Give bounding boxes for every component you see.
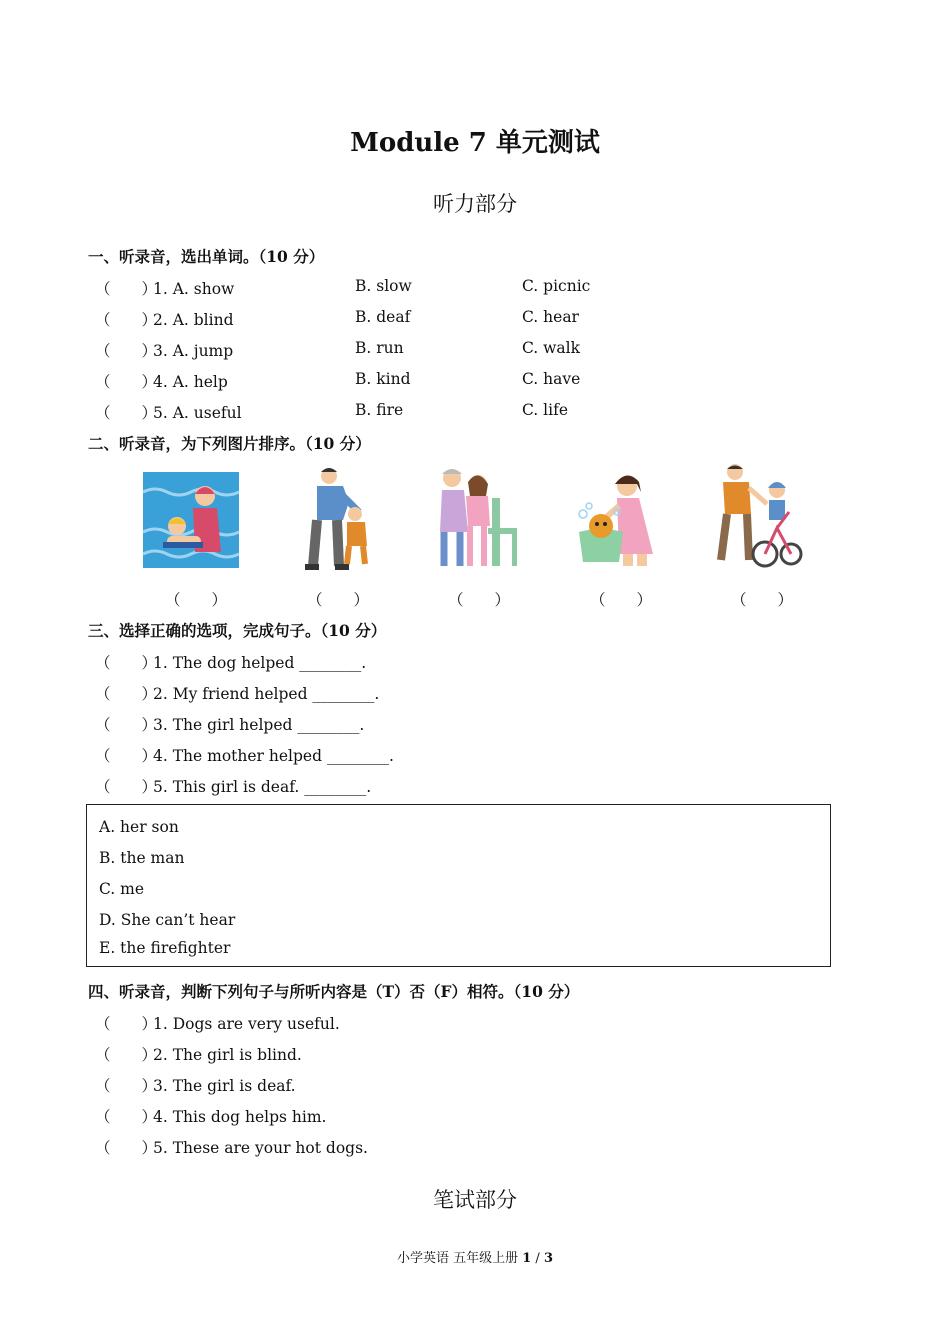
picture-5-blank[interactable]: （ ） [731,591,794,609]
father-helping-baby-walk-picture [287,462,387,574]
options-box [86,804,831,967]
s4-item-5: （ ）5. These are your hot dogs. [95,1139,368,1157]
page-total: 3 [543,1251,553,1266]
option-b: B. the man [99,849,185,867]
s3-item-1: （ ）1. The dog helped ________. [95,654,367,672]
picture-4-blank[interactable]: （ ） [590,591,653,609]
s1-item-3: （ ）3. A. jump B. run C. walk [95,339,581,360]
s3-item-3: （ ）3. The girl helped ________. [95,716,365,734]
option-a: A. her son [99,818,179,836]
picture-3-blank[interactable]: （ ） [448,591,511,609]
picture-1-blank[interactable]: （ ） [165,591,228,609]
s1-item-4: （ ）4. A. help B. kind C. have [95,370,581,391]
section-1-heading: 一、听录音，选出单词。（10 分） [88,247,325,266]
s3-item-2: （ ）2. My friend helped ________. [95,685,380,703]
father-teaching-bike-picture [705,462,805,574]
section-2-heading: 二、听录音，为下列图片排序。（10 分） [88,434,371,453]
listening-header: 听力部分 [433,192,517,216]
s4-item-1: （ ）1. Dogs are very useful. [95,1015,340,1033]
page-title: Module 7 单元测试 [350,128,600,158]
s1-item-2: （ ）2. A. blind B. deaf C. hear [95,308,579,329]
page-footer: 小学英语 五年级上册 1 / 3 [396,1251,553,1266]
page-number: 1 [522,1251,532,1266]
s3-item-4: （ ）4. The mother helped ________. [95,747,394,765]
mother-washing-dog-picture [573,462,673,574]
s1-item-1: （ ）1. A. show B. slow C. picnic [95,277,591,298]
s4-item-3: （ ）3. The girl is deaf. [95,1077,296,1095]
s4-item-4: （ ）4. This dog helps him. [95,1108,327,1126]
picture-2-blank[interactable]: （ ） [307,591,370,609]
section-4-heading: 四、听录音，判断下列句子与所听内容是（T）否（F）相符。（10 分） [88,982,580,1001]
section-3-heading: 三、选择正确的选项，完成句子。（10 分） [88,621,387,640]
option-d: D. She can’t hear [99,911,236,929]
writing-header: 笔试部分 [433,1188,517,1212]
girl-helping-grandma-picture [430,462,530,574]
option-c: C. me [99,880,145,898]
s3-item-5: （ ）5. This girl is deaf. ________. [95,778,372,796]
s4-item-2: （ ）2. The girl is blind. [95,1046,302,1064]
option-e: E. the firefighter [99,939,231,957]
s1-item-5: （ ）5. A. useful B. fire C. life [95,401,568,422]
swimming-lesson-picture [143,472,239,568]
